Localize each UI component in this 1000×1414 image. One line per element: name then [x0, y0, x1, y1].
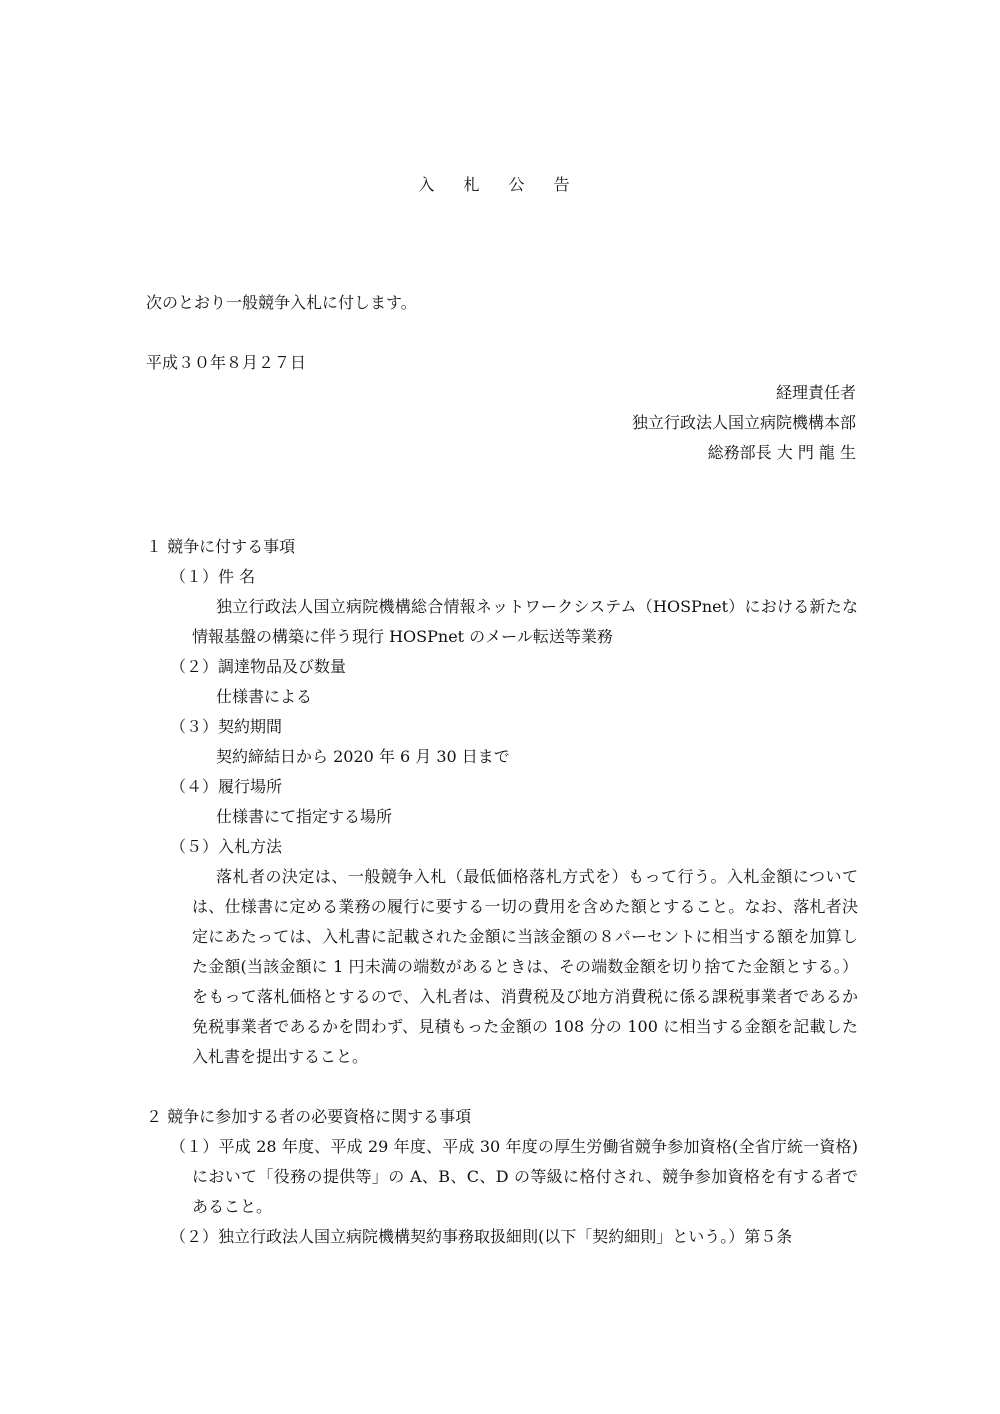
item-label: （２）調達物品及び数量	[170, 657, 347, 676]
section-heading: ２ 競争に参加する者の必要資格に関する事項	[146, 1107, 472, 1126]
item-label: （３）契約期間	[170, 717, 283, 736]
issuer-name: 総務部長 大 門 龍 生	[707, 443, 856, 462]
section-heading: １ 競争に付する事項	[146, 537, 296, 556]
list-item: （１）平成 28 年度、平成 29 年度、平成 30 年度の厚生労働省競争参加資格(全省庁統一資格)において「役務の提供等」の A、B、C、D の等級に格付され、競争参加資格を有する者であること。	[170, 1137, 858, 1216]
document-body	[146, 532, 858, 1252]
issuer-role: 経理責任者	[775, 383, 856, 402]
notice-date: 平成３０年８月２７日	[146, 353, 307, 372]
list-item: （２）独立行政法人国立病院機構契約事務取扱細則(以下「契約細則」という。）第５条	[170, 1227, 793, 1246]
item-body: 仕様書による	[216, 687, 313, 706]
item-label: （１）件 名	[170, 567, 256, 586]
item-body: 独立行政法人国立病院機構総合情報ネットワークシステム（HOSPnet）における新たな情報基盤の構築に伴う現行 HOSPnet のメール転送等業務	[192, 597, 858, 646]
intro-text: 次のとおり一般競争入札に付します。	[146, 293, 417, 312]
item-label: （４）履行場所	[170, 777, 283, 796]
item-body: 契約締結日から 2020 年 6 月 30 日まで	[216, 747, 510, 766]
item-label: （５）入札方法	[170, 837, 283, 856]
issuer-organization: 独立行政法人国立病院機構本部	[631, 413, 856, 432]
section-1	[146, 532, 858, 1072]
item-body: 仕様書にて指定する場所	[216, 807, 393, 826]
issuer-block	[632, 378, 856, 468]
page-title: 入 札 公 告	[418, 175, 582, 194]
section-2	[146, 1102, 858, 1252]
item-body: 落札者の決定は、一般競争入札（最低価格落札方式を）もって行う。入札金額については、仕様書に定める業務の履行に要する一切の費用を含めた額とすること。なお、落札者決定にあたっては、入札書に記載された金額に当該金額の８パーセントに相当する額を加算した金額(当該金額に 1 円未満の端数があるときは、その端数金額を切り捨てた金額とする。）をもって落札価格とするので、入札者は、消費税及び地方消費税に係る課税事業者であるか免税事業者であるかを問わず、見積もった金額の 108 分の 100 に相当する金額を記載した入札書を提出すること。	[192, 867, 858, 1066]
